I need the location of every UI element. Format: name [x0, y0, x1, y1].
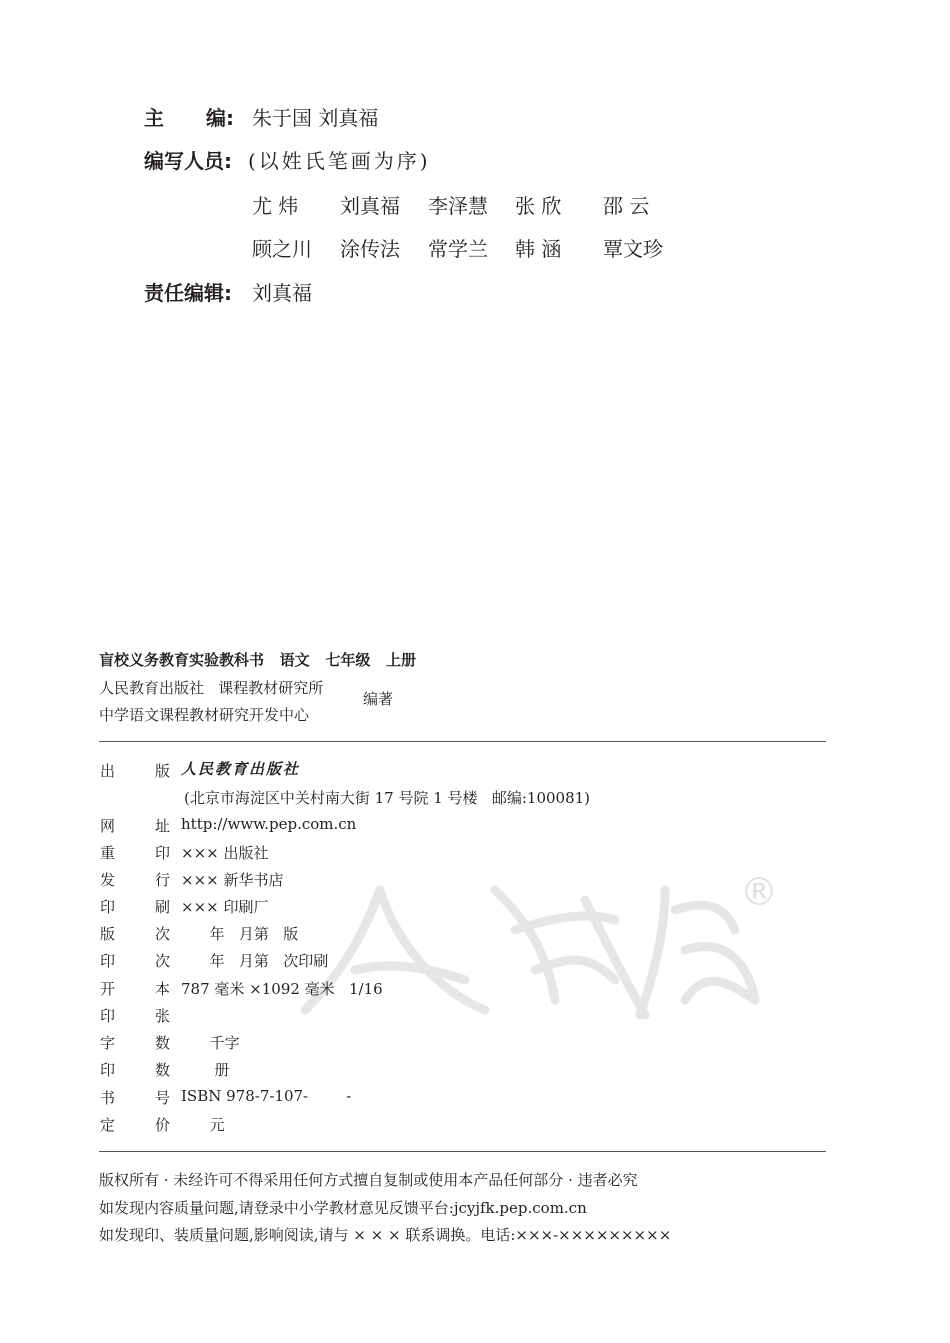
imprint-label: 印 次: [100, 952, 171, 970]
writer-name: 顾之川: [252, 237, 312, 261]
imprint-label: 印 刷: [100, 898, 171, 916]
chief-editor-label: 主编:: [144, 106, 234, 130]
imprint-label: 出 版: [100, 762, 171, 780]
writer-name: 覃文珍: [603, 237, 663, 261]
imprint-address: (北京市海淀区中关村南大街 17 号院 1 号楼 邮编:100081): [184, 789, 591, 807]
compiler-suffix: 编著: [363, 690, 394, 708]
imprint-value: 年 月第 次印刷: [181, 952, 329, 970]
imprint-value: 年 月第 版: [181, 925, 299, 943]
imprint-label: 字 数: [100, 1034, 171, 1052]
imprint-label: 书 号: [100, 1089, 171, 1107]
writers-label: 编写人员:: [144, 149, 232, 173]
imprint-value: ××× 出版社: [181, 844, 269, 862]
imprint-label: 印 数: [100, 1061, 171, 1079]
imprint-label: 开 本: [100, 980, 171, 998]
watermark-calligraphy: [285, 850, 805, 1030]
compiler-line-2: 中学语文课程教材研究开发中心: [99, 706, 310, 724]
imprint-value: ××× 印刷厂: [181, 898, 269, 916]
writer-name: 邵 云: [603, 194, 650, 218]
imprint-label: 发 行: [100, 871, 171, 889]
chief-editors: 朱于国 刘真福: [252, 106, 379, 130]
responsible-editor: 刘真福: [252, 281, 312, 305]
imprint-label: 重 印: [100, 844, 171, 862]
imprint-value: 册: [181, 1061, 230, 1079]
writer-name: 刘真福: [340, 194, 400, 218]
responsible-editor-label: 责任编辑:: [144, 281, 232, 305]
registered-mark: ®: [740, 870, 778, 914]
writer-name: 韩 涵: [515, 237, 562, 261]
imprint-value: 千字: [181, 1034, 240, 1052]
writers-note: (以姓氏笔画为序): [248, 149, 431, 173]
imprint-label: 印 张: [100, 1007, 171, 1025]
imprint-value: ××× 新华书店: [181, 871, 284, 889]
content-feedback-notice: 如发现内容质量问题,请登录中小学教材意见反馈平台:jcyjfk.pep.com.cn: [99, 1199, 587, 1217]
divider-top: [99, 741, 826, 742]
imprint-label: 网 址: [100, 817, 171, 835]
imprint-value: ISBN 978-7-107- -: [181, 1087, 352, 1105]
book-title: 盲校义务教育实验教科书 语文 七年级 上册: [99, 651, 417, 669]
imprint-value: http://www.pep.com.cn: [181, 815, 357, 833]
divider-bottom: [99, 1151, 826, 1152]
imprint-value: 787 毫米 ×1092 毫米 1/16: [181, 980, 383, 998]
print-quality-notice: 如发现印、装质量问题,影响阅读,请与 × × × 联系调换。电话:×××-×××××××××: [99, 1226, 672, 1244]
compiler-line-1: 人民教育出版社 课程教材研究所: [99, 679, 324, 697]
writer-name: 尤 炜: [252, 194, 299, 218]
imprint-value: 元: [181, 1116, 225, 1134]
publisher-watermark: [285, 850, 805, 1030]
publisher-logotype: 人民教育出版社: [181, 760, 301, 778]
copyright-notice: 版权所有 · 未经许可不得采用任何方式擅自复制或使用本产品任何部分 · 违者必究: [99, 1171, 638, 1189]
writer-name: 张 欣: [515, 194, 562, 218]
writer-name: 李泽慧: [428, 194, 488, 218]
writer-name: 常学兰: [428, 237, 488, 261]
imprint-label: 定 价: [100, 1116, 171, 1134]
imprint-label: 版 次: [100, 925, 171, 943]
writer-name: 涂传法: [340, 237, 400, 261]
